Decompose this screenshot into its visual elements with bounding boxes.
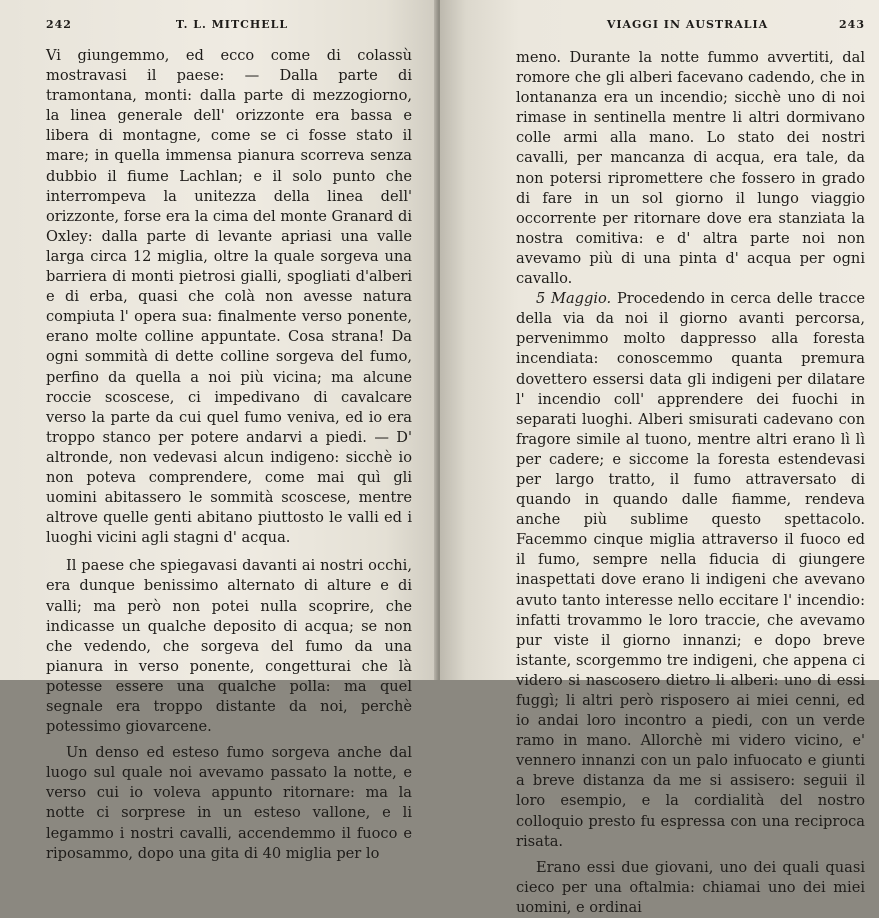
running-title: VIAGGI IN AUSTRALIA [606,18,769,31]
paragraph-text: Procedendo in cerca delle tracce della via da noi il giorno avanti percorsa, pervenimmo molto dappresso alla foresta incendiata: conoscemmo quanta premura dovettero essersi data gli indigeni per dilatare l' incendio coll' apprendere dei fuochi in separati luoghi. Alberi smisurati cadevano con fragore simile al tuono, mentre altri erano lì lì per cadere; e siccome la foresta estendevasi per largo tratto, il fumo attraversato di quando in quando dalle fiamme, rendeva anche più sublime questo spettacolo. Facemmo cinque miglia attraverso il fuoco ed il fumo, sempre nella fiducia di giungere inaspettati dove erano li indigeni che avevano avuto tanto interesse nello eccitare l' incendio: infatti trovammo le loro traccie, che avevamo pur viste il giorno innanzi; e dopo breve istante, scorgemmo tre indigeni, che appena ci videro si nascosero dietro li alberi: uno di essi fuggì; li altri però risposero ai miei cenni, ed io andai loro incontro a piedi, con un verde ramo in mano. Allorchè mi videro vicino, e' vennero innanzi con un palo infuocato e giunti a breve distanza da me si assisero: seguii il loro esempio, e la cordialità del nostro colloquio presto fu espressa con una reciproca risata. [516,290,866,850]
right-page [440,0,879,916]
body-text [46,46,412,864]
paragraph: meno. Durante la notte fummo avvertiti, dal romore che gli alberi facevano cadendo, che in lontananza era un incendio; sicchè uno di noi rimase in sentinella mentre li altri dormivano colle armi alla mano. Lo stato dei nostri cavalli, per mancanza di acqua, era tale, da non potersi ripromettere che fossero in grado di fare in un sol giorno il lungo viaggio occorrente per ritornare dove era stanziata la nostra comitiva: e d' altra parte noi non avevamo più di una pinta d' acqua per ogni cavallo. [516,49,865,288]
page-number: 243 [839,18,865,31]
running-head [516,18,865,42]
running-title: T. L. MITCHELL [175,18,289,31]
paragraph [516,289,865,852]
page-number: 242 [46,18,72,31]
date-label: 5 Maggio. [536,290,612,308]
paragraph: Vi giungemmo, ed ecco come di colassù mostravasi il paese: — Dalla parte di tramontana, monti: dalla parte di mezzogiorno, la linea generale dell' orizzonte era bassa e libera di montagne, come se ci fosse stato il mare; in quella immensa pianura scorreva senza dubbio il fiume Lachlan; e il solo punto che interrompeva la unitezza della linea dell' orizzonte, forse era la cima del monte Granard di Oxley: dalla parte di levante apriasi una valle larga circa 12 miglia, oltre la quale sorgeva una barriera di monti pietrosi gialli, spogliati d'alberi e di erba, quasi che colà non avesse natura compiuta l' opera sua: finalmente verso ponente, erano molte colline appuntate. Cosa strana! Da ogni sommità di dette colline sorgeva del fumo, perfino da quella a noi più vicina; ma alcune roccie scoscese, ci impedivano di cavalcare verso la parte da cui quel fumo veniva, ed io era troppo stanco per potere andarvi a piedi. — D' altronde, non vedevasi alcun indigeno: sicchè io non poteva comprendere, come mai quì gli uomini abitassero le sommità scoscese, mentre altrove quelle genti abitano piuttosto le valli ed i luoghi vicini agli stagni d' acqua. [46,47,412,547]
running-head [46,18,412,42]
paragraph: Il paese che spiegavasi davanti ai nostri occhi, era dunque benissimo alternato di alture e di valli; ma però non potei nulla scoprire, che indicasse un qualche deposito di acqua; se non che vedendo, che sorgeva del fumo da una pianura in verso ponente, congetturai che là potesse essere una qualche polla: ma quel segnale era troppo distante da noi, perchè potessimo giovarcene. [46,557,412,736]
paragraph: Erano essi due giovani, uno dei quali quasi cieco per una oftalmia: chiamai uno dei miei uomini, e ordinai [516,858,865,916]
left-page [0,0,438,862]
body-text [516,48,865,918]
paragraph: Un denso ed esteso fumo sorgeva anche dal luogo sul quale noi avevamo passato la notte, e verso cui io voleva appunto ritornare: ma la notte ci sorprese in un esteso vallone, e li legammo i nostri cavalli, accendemmo il fuoco e riposammo, dopo una gita di 40 miglia per lo [46,744,412,862]
